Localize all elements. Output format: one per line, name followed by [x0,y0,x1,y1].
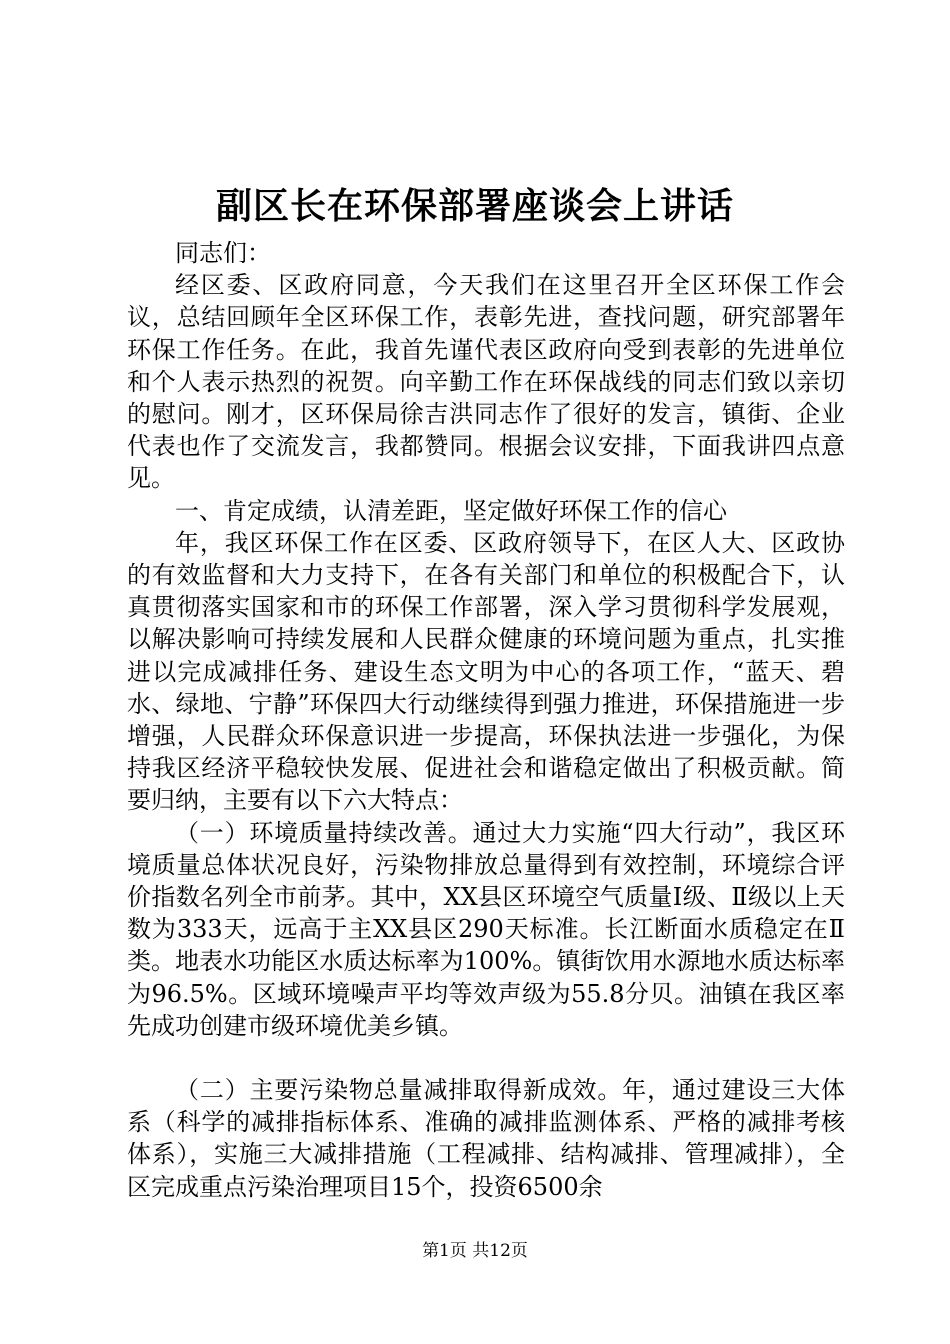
document-body [127,237,845,1203]
page-indicator: 第1页 共12页 [422,1241,528,1261]
salutation: 同志们： [175,239,271,267]
document-title: 副区长在环保部署座谈会上讲话 [215,185,734,227]
paragraph-point-two: （二）主要污染物总量减排取得新成效。年，通过建设三大体系（科学的减排指标体系、准确的减排监测体系、严格的减排考核体系），实施三大减排措施（工程减排、结构减排、管理减排），全区完成重点污染治理项目15个，投资6500余 [127,1076,845,1201]
paragraph-point-one: （一）环境质量持续改善。通过大力实施“四大行动”，我区环境质量总体状况良好，污染物排放总量得到有效控制，环境综合评价指数名列全市前茅。其中，XX县区环境空气质量Ⅰ级、Ⅱ级以上天数为333天，远高于主XX县区290天标准。长江断面水质稳定在Ⅱ类。地表水功能区水质达标率为100%。镇街饮用水源地水质达标率为96.5%。区域环境噪声平均等效声级为55.8分贝。油镇在我区率先成功创建市级环境优美乡镇。 [127,818,845,1040]
paragraph-achievements: 年，我区环保工作在区委、区政府领导下，在区人大、区政协的有效监督和大力支持下，在各有关部门和单位的积极配合下，认真贯彻落实国家和市的环保工作部署，深入学习贯彻科学发展观，以解决影响可持续发展和人民群众健康的环境问题为重点，扎实推进以完成减排任务、建设生态文明为中心的各项工作，“蓝天、碧水、绿地、宁静”环保四大行动继续得到强力推进，环保措施进一步增强，人民群众环保意识进一步提高，环保执法进一步强化，为保持我区经济平稳较快发展、促进社会和谐稳定做出了积极贡献。简要归纳，主要有以下六大特点： [127,528,845,815]
section-heading-one: 一、肯定成绩，认清差距，坚定做好环保工作的信心 [175,496,727,525]
paragraph-intro: 经区委、区政府同意，今天我们在这里召开全区环保工作会议，总结回顾年全区环保工作，表彰先进，查找问题，研究部署年环保工作任务。在此，我首先谨代表区政府向受到表彰的先进单位和个人表示热烈的祝贺。向辛勤工作在环保战线的同志们致以亲切的慰问。刚才，区环保局徐吉洪同志作了很好的发言，镇街、企业代表也作了交流发言，我都赞同。根据会议安排，下面我讲四点意见。 [127,271,845,493]
